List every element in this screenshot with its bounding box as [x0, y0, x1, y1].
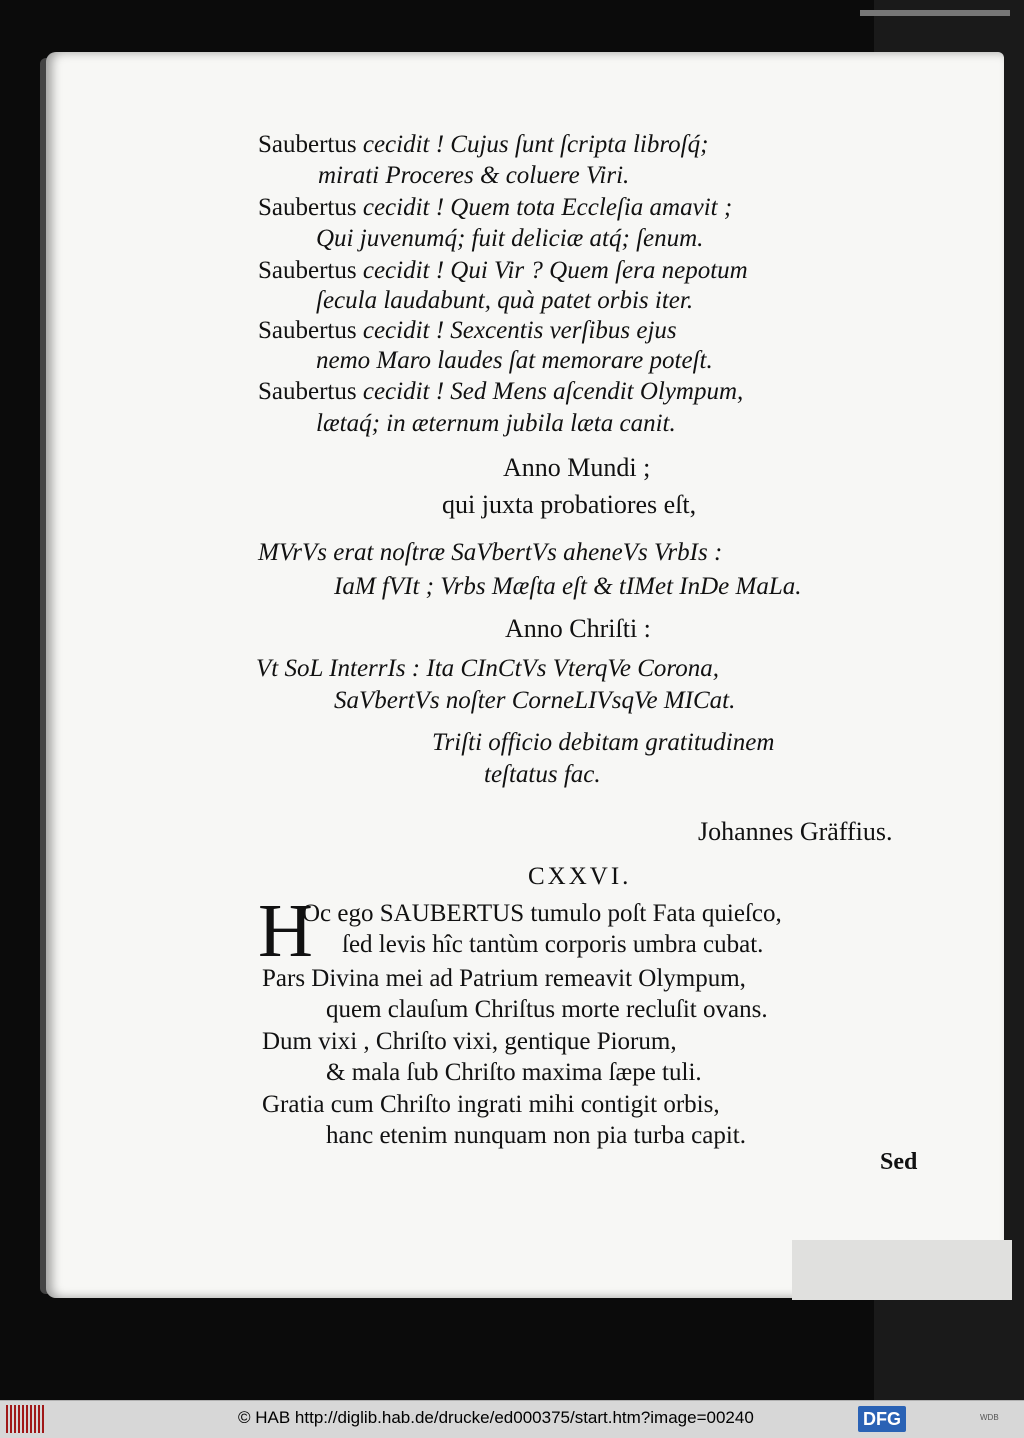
- poem-one-verse: cecidit ! Qui Vir ? Quem ſera nepotum: [362, 257, 748, 284]
- poem-one-verse: nemo Maro laudes ſat memorare poteſt.: [316, 347, 713, 374]
- anno-mundi-heading: Anno Mundi ;: [503, 453, 651, 482]
- dedication-line-1: Triſti officio debitam gratitudinem: [432, 729, 775, 756]
- poem-two-line: ſed levis hîc tantùm corporis umbra cubat.: [342, 931, 764, 958]
- poem-one-verse: cecidit ! Sexcentis verſibus ejus: [362, 317, 677, 344]
- poem-one-verse: lætaq́; in æternum jubila læta canit.: [316, 410, 676, 437]
- viewer-footer: [0, 1400, 1024, 1438]
- poem-one-line: [258, 316, 677, 346]
- poem-one-verse: Qui juvenumq́; fuit deliciæ atq́; ſenum.: [316, 225, 704, 252]
- poem-one-name: Saubertus: [258, 257, 363, 284]
- footer-url[interactable]: © HAB http://diglib.hab.de/drucke/ed000375/start.htm?image=00240: [238, 1408, 754, 1427]
- poem-one-name: Saubertus: [258, 378, 363, 405]
- poem-one-line: [318, 161, 629, 191]
- poem-two-line: hanc etenim nunquam non pia turba capit.: [326, 1122, 747, 1149]
- poem-one-line: [258, 193, 732, 223]
- scanner-rule: [860, 10, 1010, 16]
- poem-one-line: [316, 224, 703, 254]
- page-lower-margin: [792, 1240, 1012, 1300]
- poem-two-line: Gratia cum Chriſto ingrati mihi contigit orbis,: [262, 1091, 720, 1118]
- poem-one-line: [316, 286, 693, 316]
- dedication-line-2: teſtatus fac.: [484, 761, 601, 788]
- chronogram-one-line-1: MVrVs erat noſtræ SaVbertVs aheneVs VrbIs :: [258, 539, 723, 566]
- poem-one-verse: cecidit ! Quem tota Eccleſia amavit ;: [362, 194, 733, 221]
- catchword: Sed: [880, 1149, 918, 1175]
- poem-two-line: Pars Divina mei ad Patrium remeavit Olympum,: [262, 965, 746, 992]
- poem-one-line: [258, 377, 743, 407]
- poem-one-line: [258, 256, 748, 286]
- anno-mundi-subheading: qui juxta probatiores eſt,: [442, 490, 697, 519]
- poem-two-line: quem clauſum Chriſtus morte recluſit ovans.: [326, 996, 768, 1023]
- poem-two-line: Oc ego SAUBERTUS tumulo poſt Fata quieſco,: [302, 900, 782, 927]
- section-number: CXXVI.: [528, 863, 632, 890]
- poem-one-name: Saubertus: [258, 194, 363, 221]
- poem-one-line: [316, 409, 676, 439]
- poem-one-verse: ſecula laudabunt, quà patet orbis iter.: [316, 287, 694, 314]
- chronogram-two-line-1: Vt SoL InterrIs : Ita CInCtVs VterqVe Corona,: [256, 655, 719, 682]
- anno-christi-heading: Anno Chriſti :: [505, 614, 651, 643]
- poem-one-verse: cecidit ! Cujus ſunt ſcripta libroſq́;: [362, 131, 709, 158]
- dfg-logo: DFG: [858, 1406, 906, 1432]
- poem-one-name: Saubertus: [258, 317, 363, 344]
- wdb-label: WDB: [980, 1413, 999, 1422]
- hab-logo-icon: [6, 1405, 46, 1433]
- author-signature: Johannes Gräffius.: [698, 817, 893, 846]
- poem-one-name: Saubertus: [258, 131, 363, 158]
- poem-one-verse: cecidit ! Sed Mens aſcendit Olympum,: [362, 378, 744, 405]
- poem-two-line: & mala ſub Chriſto maxima ſæpe tuli.: [326, 1059, 702, 1086]
- poem-one-line: [316, 346, 713, 376]
- poem-two-line: Dum vixi , Chriſto vixi, gentique Piorum,: [262, 1028, 677, 1055]
- poem-one-line: [258, 130, 708, 160]
- chronogram-two-line-2: SaVbertVs noſter CorneLIVsqVe MICat.: [334, 687, 736, 714]
- drop-cap-initial: H: [258, 889, 313, 973]
- poem-one-verse: mirati Proceres & coluere Viri.: [318, 162, 630, 189]
- chronogram-one-line-2: IaM fVIt ; Vrbs Mæſta eſt & tIMet InDe MaLa.: [334, 573, 802, 600]
